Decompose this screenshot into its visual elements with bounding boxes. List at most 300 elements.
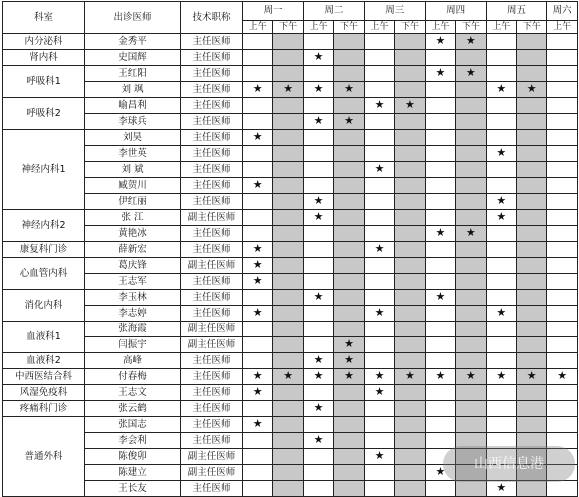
slot-cell-pm <box>334 178 364 194</box>
slot-cell-pm <box>334 417 364 433</box>
slot-cell-am <box>486 66 516 82</box>
doctor-title-cell: 主任医师 <box>181 401 243 417</box>
slot-cell-pm <box>273 401 303 417</box>
table-row <box>3 417 578 433</box>
department-cell: 中西医结合科 <box>3 369 85 385</box>
star-icon: ★ <box>496 210 507 223</box>
doctor-name-cell: 李志婷 <box>85 306 181 322</box>
table-row <box>3 369 578 385</box>
doctor-name-cell: 陈建立 <box>85 465 181 481</box>
slot-cell-pm <box>456 50 486 66</box>
slot-cell-am <box>303 337 333 353</box>
table-row <box>3 82 578 98</box>
slot-cell-am <box>364 130 394 146</box>
slot-cell-am <box>303 481 333 497</box>
header-am: 上午 <box>303 21 333 34</box>
slot-cell-am <box>425 226 455 242</box>
slot-cell-am <box>364 417 394 433</box>
doctor-title-cell: 副主任医师 <box>181 258 243 274</box>
star-icon: ★ <box>283 369 294 382</box>
doctor-name-cell: 黄艳冰 <box>85 226 181 242</box>
star-icon: ★ <box>252 82 263 95</box>
doctor-title-cell: 副主任医师 <box>181 449 243 465</box>
slot-cell-pm <box>517 401 547 417</box>
star-icon: ★ <box>496 194 507 207</box>
slot-cell-am <box>486 162 516 178</box>
star-icon: ★ <box>252 274 263 287</box>
slot-cell-am <box>243 162 273 178</box>
slot-cell-am <box>303 82 333 98</box>
slot-cell-am <box>425 401 455 417</box>
slot-cell-pm <box>395 66 425 82</box>
star-icon: ★ <box>344 353 354 366</box>
slot-cell-pm <box>334 146 364 162</box>
slot-cell-am <box>425 66 455 82</box>
department-cell: 神经内科1 <box>3 130 85 210</box>
doctor-title-cell: 副主任医师 <box>181 337 243 353</box>
slot-cell-am <box>303 162 333 178</box>
slot-cell-am <box>547 210 577 226</box>
slot-cell-pm <box>517 50 547 66</box>
slot-cell-pm <box>334 290 364 306</box>
doctor-name-cell: 喻昌利 <box>85 98 181 114</box>
slot-cell-pm <box>334 306 364 322</box>
doctor-title-cell: 主任医师 <box>181 242 243 258</box>
slot-cell-pm <box>456 258 486 274</box>
star-icon: ★ <box>252 369 263 382</box>
doctor-title-cell: 主任医师 <box>181 369 243 385</box>
slot-cell-am <box>547 50 577 66</box>
doctor-name-cell: 金秀平 <box>85 34 181 50</box>
doctor-title-cell: 主任医师 <box>181 178 243 194</box>
slot-cell-am <box>486 210 516 226</box>
slot-cell-pm <box>517 194 547 210</box>
slot-cell-am <box>303 322 333 337</box>
slot-cell-pm <box>395 322 425 337</box>
doctor-name-cell: 李世英 <box>85 146 181 162</box>
slot-cell-am <box>425 162 455 178</box>
slot-cell-am <box>243 401 273 417</box>
doctor-title-cell: 主任医师 <box>181 274 243 290</box>
star-icon: ★ <box>465 369 476 382</box>
slot-cell-am <box>243 210 273 226</box>
slot-cell-am <box>425 194 455 210</box>
slot-cell-pm <box>456 82 486 98</box>
slot-cell-am <box>425 242 455 258</box>
department-cell: 肾内科 <box>3 50 85 66</box>
doctor-title-cell: 主任医师 <box>181 50 243 66</box>
doctor-name-cell: 李球兵 <box>85 114 181 130</box>
slot-cell-pm <box>273 226 303 242</box>
watermark-logo: 山西信息港 <box>443 446 575 482</box>
slot-cell-pm <box>273 449 303 465</box>
header-doctor: 出诊医师 <box>85 2 181 34</box>
department-cell: 康复科门诊 <box>3 242 85 258</box>
star-icon: ★ <box>313 82 324 95</box>
slot-cell-am <box>303 449 333 465</box>
doctor-title-cell: 主任医师 <box>181 353 243 369</box>
department-cell: 呼吸科2 <box>3 98 85 130</box>
header-day-sat: 周六 <box>547 2 577 21</box>
slot-cell-pm <box>456 481 486 497</box>
slot-cell-pm <box>334 242 364 258</box>
slot-cell-am <box>303 465 333 481</box>
slot-cell-pm <box>395 258 425 274</box>
header-day-thu: 周四 <box>425 2 486 21</box>
header-pm: 下午 <box>334 21 364 34</box>
doctor-title-cell: 主任医师 <box>181 82 243 98</box>
doctor-title-cell: 主任医师 <box>181 290 243 306</box>
header-am: 上午 <box>243 21 273 34</box>
slot-cell-pm <box>395 274 425 290</box>
slot-cell-am <box>243 274 273 290</box>
star-icon: ★ <box>313 210 324 223</box>
slot-cell-am <box>364 337 394 353</box>
doctor-title-cell: 主任医师 <box>181 34 243 50</box>
department-cell: 普通外科 <box>3 417 85 497</box>
slot-cell-pm <box>456 114 486 130</box>
slot-cell-am <box>303 385 333 401</box>
doctor-name-cell: 高峰 <box>85 353 181 369</box>
slot-cell-pm <box>273 369 303 385</box>
star-icon: ★ <box>313 50 324 63</box>
slot-cell-am <box>243 82 273 98</box>
slot-cell-am <box>364 290 394 306</box>
slot-cell-pm <box>334 50 364 66</box>
slot-cell-am <box>364 306 394 322</box>
slot-cell-pm <box>517 417 547 433</box>
star-icon: ★ <box>374 98 385 111</box>
slot-cell-am <box>486 242 516 258</box>
slot-cell-am <box>364 385 394 401</box>
slot-cell-am <box>364 481 394 497</box>
slot-cell-am <box>303 130 333 146</box>
doctor-title-cell: 主任医师 <box>181 66 243 82</box>
star-icon: ★ <box>252 130 263 143</box>
slot-cell-pm <box>456 194 486 210</box>
slot-cell-pm <box>334 369 364 385</box>
slot-cell-pm <box>456 274 486 290</box>
department-cell: 血液科2 <box>3 353 85 369</box>
slot-cell-am <box>486 130 516 146</box>
slot-cell-am <box>425 369 455 385</box>
slot-cell-am <box>486 146 516 162</box>
slot-cell-am <box>303 66 333 82</box>
slot-cell-am <box>547 385 577 401</box>
slot-cell-am <box>303 242 333 258</box>
slot-cell-am <box>243 34 273 50</box>
slot-cell-am <box>547 401 577 417</box>
star-icon: ★ <box>435 369 446 382</box>
slot-cell-am <box>243 146 273 162</box>
slot-cell-am <box>425 417 455 433</box>
doctor-name-cell: 薛新宏 <box>85 242 181 258</box>
slot-cell-pm <box>517 34 547 50</box>
slot-cell-am <box>243 417 273 433</box>
slot-cell-am <box>425 98 455 114</box>
doctor-name-cell: 张海霞 <box>85 322 181 337</box>
doctor-name-cell: 王志文 <box>85 385 181 401</box>
star-icon: ★ <box>465 34 476 47</box>
slot-cell-am <box>243 433 273 449</box>
doctor-title-cell: 主任医师 <box>181 226 243 242</box>
slot-cell-pm <box>334 98 364 114</box>
header-title: 技术职称 <box>181 2 243 34</box>
slot-cell-am <box>364 34 394 50</box>
slot-cell-am <box>303 50 333 66</box>
slot-cell-pm <box>517 242 547 258</box>
slot-cell-pm <box>273 194 303 210</box>
slot-cell-am <box>425 353 455 369</box>
slot-cell-am <box>243 385 273 401</box>
slot-cell-am <box>364 114 394 130</box>
table-row <box>3 146 578 162</box>
slot-cell-pm <box>395 114 425 130</box>
slot-cell-am <box>547 178 577 194</box>
slot-cell-am <box>243 290 273 306</box>
slot-cell-am <box>243 353 273 369</box>
slot-cell-am <box>486 258 516 274</box>
header-dept: 科室 <box>3 2 85 34</box>
slot-cell-am <box>303 306 333 322</box>
star-icon: ★ <box>252 385 263 398</box>
table-row <box>3 481 578 497</box>
table-row <box>3 210 578 226</box>
header-day-tue: 周二 <box>303 2 364 21</box>
slot-cell-pm <box>456 353 486 369</box>
slot-cell-am <box>486 369 516 385</box>
slot-cell-pm <box>334 353 364 369</box>
slot-cell-am <box>547 114 577 130</box>
slot-cell-am <box>243 114 273 130</box>
slot-cell-pm <box>456 98 486 114</box>
slot-cell-pm <box>273 34 303 50</box>
slot-cell-am <box>547 82 577 98</box>
header-pm: 下午 <box>395 21 425 34</box>
slot-cell-am <box>364 274 394 290</box>
slot-cell-pm <box>334 481 364 497</box>
slot-cell-am <box>243 130 273 146</box>
slot-cell-am <box>425 114 455 130</box>
slot-cell-am <box>364 82 394 98</box>
slot-cell-pm <box>517 353 547 369</box>
doctor-name-cell: 伊红丽 <box>85 194 181 210</box>
slot-cell-am <box>425 322 455 337</box>
department-cell: 消化内科 <box>3 290 85 322</box>
header-am: 上午 <box>364 21 394 34</box>
department-cell: 心血管内科 <box>3 258 85 290</box>
table-row <box>3 50 578 66</box>
table-row <box>3 290 578 306</box>
header-day-fri: 周五 <box>486 2 547 21</box>
star-icon: ★ <box>344 369 354 382</box>
star-icon: ★ <box>313 290 324 303</box>
slot-cell-pm <box>395 353 425 369</box>
slot-cell-am <box>364 98 394 114</box>
slot-cell-pm <box>395 194 425 210</box>
star-icon: ★ <box>465 226 476 239</box>
slot-cell-pm <box>456 417 486 433</box>
slot-cell-pm <box>517 178 547 194</box>
slot-cell-pm <box>517 162 547 178</box>
slot-cell-pm <box>273 242 303 258</box>
slot-cell-am <box>303 401 333 417</box>
slot-cell-am <box>303 210 333 226</box>
slot-cell-am <box>364 226 394 242</box>
doctor-title-cell: 副主任医师 <box>181 322 243 337</box>
slot-cell-pm <box>395 98 425 114</box>
table-row <box>3 34 578 50</box>
doctor-name-cell: 王红阳 <box>85 66 181 82</box>
slot-cell-am <box>243 306 273 322</box>
doctor-name-cell: 张 江 <box>85 210 181 226</box>
slot-cell-am <box>364 194 394 210</box>
slot-cell-pm <box>273 114 303 130</box>
slot-cell-pm <box>395 433 425 449</box>
slot-cell-pm <box>517 66 547 82</box>
table-row <box>3 274 578 290</box>
slot-cell-am <box>425 274 455 290</box>
star-icon: ★ <box>313 194 324 207</box>
star-icon: ★ <box>374 449 385 462</box>
department-cell: 血液科1 <box>3 322 85 353</box>
doctor-title-cell: 主任医师 <box>181 433 243 449</box>
slot-cell-pm <box>456 401 486 417</box>
slot-cell-pm <box>395 385 425 401</box>
header-pm: 下午 <box>517 21 547 34</box>
slot-cell-pm <box>395 178 425 194</box>
star-icon: ★ <box>313 353 324 366</box>
slot-cell-am <box>364 401 394 417</box>
slot-cell-pm <box>273 98 303 114</box>
slot-cell-pm <box>456 66 486 82</box>
slot-cell-pm <box>334 322 364 337</box>
table-row <box>3 337 578 353</box>
slot-cell-pm <box>334 210 364 226</box>
slot-cell-pm <box>273 290 303 306</box>
slot-cell-am <box>303 194 333 210</box>
slot-cell-pm <box>456 385 486 401</box>
slot-cell-pm <box>456 242 486 258</box>
star-icon: ★ <box>283 82 294 95</box>
doctor-title-cell: 主任医师 <box>181 481 243 497</box>
slot-cell-am <box>486 417 516 433</box>
slot-cell-pm <box>273 322 303 337</box>
doctor-name-cell: 张云鹤 <box>85 401 181 417</box>
table-row <box>3 242 578 258</box>
slot-cell-am <box>364 210 394 226</box>
slot-cell-pm <box>517 274 547 290</box>
star-icon: ★ <box>252 306 263 319</box>
star-icon: ★ <box>496 82 507 95</box>
slot-cell-am <box>243 178 273 194</box>
table-row <box>3 401 578 417</box>
star-icon: ★ <box>313 401 324 414</box>
slot-cell-pm <box>273 353 303 369</box>
doctor-name-cell: 葛庆锋 <box>85 258 181 274</box>
star-icon: ★ <box>313 114 324 127</box>
doctor-title-cell: 主任医师 <box>181 417 243 433</box>
slot-cell-pm <box>395 130 425 146</box>
slot-cell-am <box>547 322 577 337</box>
doctor-title-cell: 主任医师 <box>181 194 243 210</box>
slot-cell-am <box>303 98 333 114</box>
doctor-title-cell: 主任医师 <box>181 306 243 322</box>
slot-cell-pm <box>517 210 547 226</box>
slot-cell-pm <box>395 226 425 242</box>
slot-cell-pm <box>273 385 303 401</box>
slot-cell-pm <box>517 290 547 306</box>
doctor-name-cell: 臧贺川 <box>85 178 181 194</box>
slot-cell-am <box>486 178 516 194</box>
slot-cell-pm <box>334 66 364 82</box>
star-icon: ★ <box>435 465 446 478</box>
slot-cell-pm <box>273 306 303 322</box>
header-pm: 下午 <box>456 21 486 34</box>
slot-cell-am <box>303 114 333 130</box>
table-row <box>3 178 578 194</box>
doctor-name-cell: 李玉林 <box>85 290 181 306</box>
slot-cell-am <box>364 353 394 369</box>
slot-cell-pm <box>456 226 486 242</box>
slot-cell-pm <box>273 66 303 82</box>
slot-cell-am <box>425 50 455 66</box>
slot-cell-am <box>364 162 394 178</box>
doctor-title-cell: 主任医师 <box>181 385 243 401</box>
slot-cell-am <box>303 290 333 306</box>
slot-cell-am <box>243 226 273 242</box>
slot-cell-pm <box>456 146 486 162</box>
slot-cell-am <box>243 258 273 274</box>
slot-cell-pm <box>456 369 486 385</box>
slot-cell-am <box>303 353 333 369</box>
table-row <box>3 226 578 242</box>
header-day-mon: 周一 <box>243 2 304 21</box>
slot-cell-am <box>425 433 455 449</box>
slot-cell-pm <box>395 337 425 353</box>
slot-cell-am <box>425 210 455 226</box>
header-am: 上午 <box>425 21 455 34</box>
slot-cell-pm <box>273 162 303 178</box>
slot-cell-pm <box>456 306 486 322</box>
star-icon: ★ <box>374 369 385 382</box>
slot-cell-pm <box>334 337 364 353</box>
slot-cell-pm <box>517 369 547 385</box>
slot-cell-am <box>364 322 394 337</box>
star-icon: ★ <box>496 146 507 159</box>
slot-cell-am <box>364 146 394 162</box>
header-day-wed: 周三 <box>364 2 425 21</box>
department-cell: 内分泌科 <box>3 34 85 50</box>
slot-cell-am <box>425 178 455 194</box>
slot-cell-pm <box>517 114 547 130</box>
doctor-name-cell: 闫振宇 <box>85 337 181 353</box>
slot-cell-pm <box>334 114 364 130</box>
doctor-title-cell: 副主任医师 <box>181 210 243 226</box>
slot-cell-pm <box>334 433 364 449</box>
star-icon: ★ <box>496 369 507 382</box>
slot-cell-pm <box>456 210 486 226</box>
slot-cell-pm <box>395 34 425 50</box>
slot-cell-pm <box>517 481 547 497</box>
slot-cell-pm <box>395 162 425 178</box>
slot-cell-am <box>243 50 273 66</box>
star-icon: ★ <box>405 369 415 382</box>
slot-cell-pm <box>456 130 486 146</box>
star-icon: ★ <box>496 306 507 319</box>
star-icon: ★ <box>526 369 537 382</box>
slot-cell-pm <box>456 178 486 194</box>
